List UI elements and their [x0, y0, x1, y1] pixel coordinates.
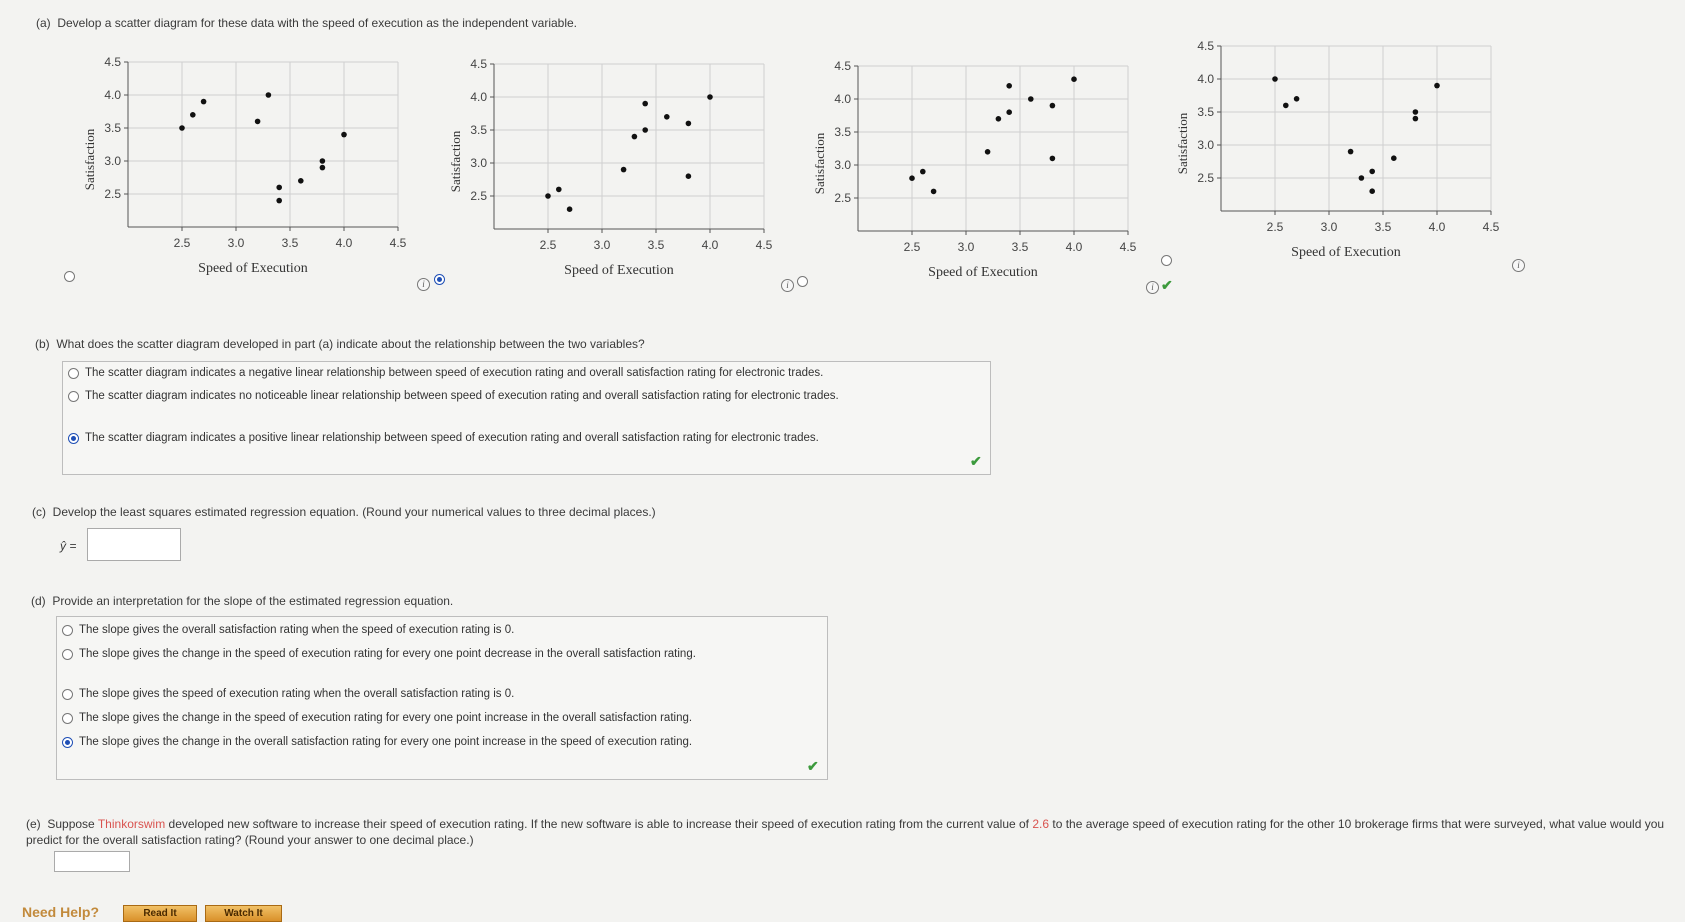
data-point: [642, 101, 648, 107]
part-b-check-icon: ✔: [970, 453, 982, 469]
y-tick-label: 3.5: [834, 125, 851, 139]
chart-4-radio[interactable]: [1161, 255, 1172, 266]
data-point: [1294, 96, 1300, 102]
data-point: [931, 189, 937, 195]
data-point: [1050, 156, 1056, 162]
part-b-options: [62, 361, 991, 475]
x-tick-label: 2.5: [539, 238, 557, 252]
x-tick-label: 3.0: [957, 240, 975, 254]
data-point: [1028, 96, 1034, 102]
chart-3-check-icon: ✔: [1161, 277, 1173, 293]
data-point: [1348, 149, 1354, 155]
x-tick-label: 4.5: [755, 238, 773, 252]
data-point: [996, 116, 1002, 122]
y-tick-label: 4.5: [470, 57, 487, 71]
x-tick-label: 3.5: [647, 238, 665, 252]
part-d-check-icon: ✔: [807, 758, 819, 774]
scatter-chart-4: [1163, 36, 1503, 271]
y-tick-label: 4.5: [104, 55, 121, 69]
y-tick-label: 4.0: [1197, 72, 1214, 86]
y-axis-title: Satisfaction: [82, 128, 97, 191]
watch-it-button[interactable]: Watch It: [205, 905, 282, 922]
data-point: [664, 114, 670, 120]
y-tick-label: 3.5: [1197, 105, 1214, 119]
data-point: [298, 178, 304, 184]
x-tick-label: 3.5: [1011, 240, 1029, 254]
x-axis-title: Speed of Execution: [564, 263, 674, 278]
current-value: 2.6: [1032, 817, 1050, 831]
data-point: [686, 121, 692, 127]
y-axis-title: Satisfaction: [1175, 112, 1190, 175]
part-e-text-3: to the average speed of execution rating for the other 10 brokerage firms that were surveyed, what value would you predict for the overall satisfaction rating? (Round your answer to one decimal place.): [26, 817, 1665, 847]
x-tick-label: 4.5: [1119, 240, 1137, 254]
data-point: [1272, 76, 1278, 82]
part-d-label: (d): [31, 594, 46, 608]
data-point: [276, 198, 282, 204]
y-tick-label: 4.5: [1197, 39, 1214, 53]
data-point: [320, 158, 326, 164]
y-tick-label: 4.5: [834, 59, 851, 73]
x-tick-label: 3.0: [227, 236, 245, 250]
data-point: [920, 169, 926, 175]
need-help-label: Need Help?: [22, 904, 100, 920]
data-point: [1006, 109, 1012, 115]
regression-equation-input[interactable]: [87, 528, 181, 561]
yhat-label: ŷ =: [60, 539, 77, 553]
chart-1-info-icon[interactable]: i: [417, 278, 430, 291]
part-c-question: [32, 505, 656, 519]
part-d-option-5[interactable]: The slope gives the change in the overall satisfaction rating for every one point increase in the speed of execution rating.: [62, 735, 827, 750]
part-d-option-2[interactable]: The slope gives the change in the speed of execution rating for every one point decrease in the overall satisfaction rating.: [62, 647, 792, 662]
y-tick-label: 3.0: [1197, 138, 1214, 152]
chart-2-info-icon[interactable]: i: [781, 279, 794, 292]
data-point: [567, 206, 573, 212]
data-point: [1006, 83, 1012, 89]
part-e-text-2: developed new software to increase their speed of execution rating. If the new software is able to increase their speed of execution rating from the current value of: [165, 817, 1033, 831]
read-it-button[interactable]: Read It: [123, 905, 197, 922]
x-tick-label: 4.0: [1428, 220, 1446, 234]
y-tick-label: 3.0: [470, 156, 487, 170]
x-axis-title: Speed of Execution: [928, 265, 1038, 280]
chart-1-radio[interactable]: [64, 271, 75, 282]
scatter-chart-1: [70, 52, 410, 287]
x-tick-label: 3.5: [281, 236, 299, 250]
y-tick-label: 4.0: [470, 90, 487, 104]
part-d-option-4[interactable]: The slope gives the change in the speed of execution rating for every one point increase in the overall satisfaction rating.: [62, 711, 827, 726]
data-point: [1359, 175, 1365, 181]
part-c-label: (c): [32, 505, 46, 519]
part-b-text: What does the scatter diagram developed in part (a) indicate about the relationship between the two variables?: [56, 337, 645, 351]
data-point: [985, 149, 991, 155]
y-tick-label: 2.5: [1197, 171, 1214, 185]
part-b-option-1[interactable]: The scatter diagram indicates a negative linear relationship between speed of execution rating and overall satisfaction rating for electronic trades.: [68, 366, 978, 381]
x-tick-label: 3.5: [1374, 220, 1392, 234]
data-point: [1283, 103, 1289, 109]
data-point: [686, 173, 692, 179]
part-b-question: [35, 337, 645, 351]
data-point: [320, 165, 326, 171]
data-point: [1050, 103, 1056, 109]
part-d-options: [56, 616, 828, 780]
data-point: [255, 119, 261, 125]
part-d-question: [31, 594, 453, 608]
chart-4-info-icon[interactable]: i: [1512, 259, 1525, 272]
scatter-chart-4-svg: [1163, 36, 1503, 266]
data-point: [1369, 169, 1375, 175]
y-axis-title: Satisfaction: [448, 130, 463, 193]
part-d-text: Provide an interpretation for the slope of the estimated regression equation.: [52, 594, 454, 608]
part-a-label: (a): [36, 16, 51, 30]
data-point: [1434, 83, 1440, 89]
chart-3-info-icon[interactable]: i: [1146, 281, 1159, 294]
x-tick-label: 4.5: [389, 236, 407, 250]
part-b-option-2[interactable]: The scatter diagram indicates no noticeable linear relationship between speed of execution rating and overall satisfaction rating for electronic trades.: [68, 389, 948, 404]
company-name: Thinkorswim: [97, 817, 166, 831]
y-tick-label: 4.0: [104, 88, 121, 102]
x-tick-label: 3.0: [593, 238, 611, 252]
data-point: [1413, 116, 1419, 122]
data-point: [1391, 155, 1397, 161]
data-point: [1369, 188, 1375, 194]
x-tick-label: 4.5: [1482, 220, 1500, 234]
x-tick-label: 2.5: [1266, 220, 1284, 234]
part-c-text: Develop the least squares estimated regression equation. (Round your numerical values to three decimal places.): [52, 505, 656, 519]
y-tick-label: 3.5: [470, 123, 487, 137]
y-axis-title: Satisfaction: [812, 132, 827, 195]
x-tick-label: 4.0: [335, 236, 353, 250]
scatter-chart-3: [800, 56, 1140, 291]
data-point: [556, 187, 562, 193]
data-point: [1071, 76, 1077, 82]
data-point: [642, 127, 648, 133]
part-b-label: (b): [35, 337, 50, 351]
data-point: [545, 193, 551, 199]
part-e-question: [26, 816, 1676, 848]
data-point: [190, 112, 196, 118]
data-point: [276, 185, 282, 191]
scatter-chart-2-svg: [436, 54, 776, 284]
data-point: [632, 134, 638, 140]
data-point: [909, 175, 915, 181]
x-tick-label: 4.0: [1065, 240, 1083, 254]
scatter-chart-3-svg: [800, 56, 1140, 286]
y-tick-label: 3.5: [104, 121, 121, 135]
x-axis-title: Speed of Execution: [198, 261, 308, 276]
chart-2-radio[interactable]: [434, 274, 445, 285]
part-e-text-1: Suppose: [47, 817, 98, 831]
part-a-text: Develop a scatter diagram for these data with the speed of execution as the independent variable.: [57, 16, 578, 30]
part-d-option-1[interactable]: The slope gives the overall satisfaction rating when the speed of execution rating is 0.: [62, 623, 822, 638]
data-point: [341, 132, 347, 138]
y-tick-label: 3.0: [834, 158, 851, 172]
part-d-option-3[interactable]: The slope gives the speed of execution rating when the overall satisfaction rating is 0.: [62, 687, 822, 702]
part-b-option-3[interactable]: The scatter diagram indicates a positive linear relationship between speed of execution rating and overall satisfaction rating for electronic trades.: [68, 431, 978, 446]
x-tick-label: 2.5: [173, 236, 191, 250]
x-axis-title: Speed of Execution: [1291, 245, 1401, 260]
y-tick-label: 2.5: [834, 191, 851, 205]
scatter-chart-2: [436, 54, 776, 289]
x-tick-label: 3.0: [1320, 220, 1338, 234]
scatter-chart-1-svg: [70, 52, 410, 282]
data-point: [1413, 109, 1419, 115]
data-point: [707, 94, 713, 100]
predicted-satisfaction-input[interactable]: [54, 851, 130, 872]
y-tick-label: 2.5: [470, 189, 487, 203]
data-point: [201, 99, 207, 105]
x-tick-label: 2.5: [903, 240, 921, 254]
part-e-label: (e): [26, 817, 41, 831]
y-tick-label: 2.5: [104, 187, 121, 201]
data-point: [621, 167, 627, 173]
data-point: [179, 125, 185, 131]
data-point: [266, 92, 272, 98]
part-a-question: [36, 16, 577, 30]
y-tick-label: 4.0: [834, 92, 851, 106]
x-tick-label: 4.0: [701, 238, 719, 252]
chart-3-radio[interactable]: [797, 276, 808, 287]
y-tick-label: 3.0: [104, 154, 121, 168]
